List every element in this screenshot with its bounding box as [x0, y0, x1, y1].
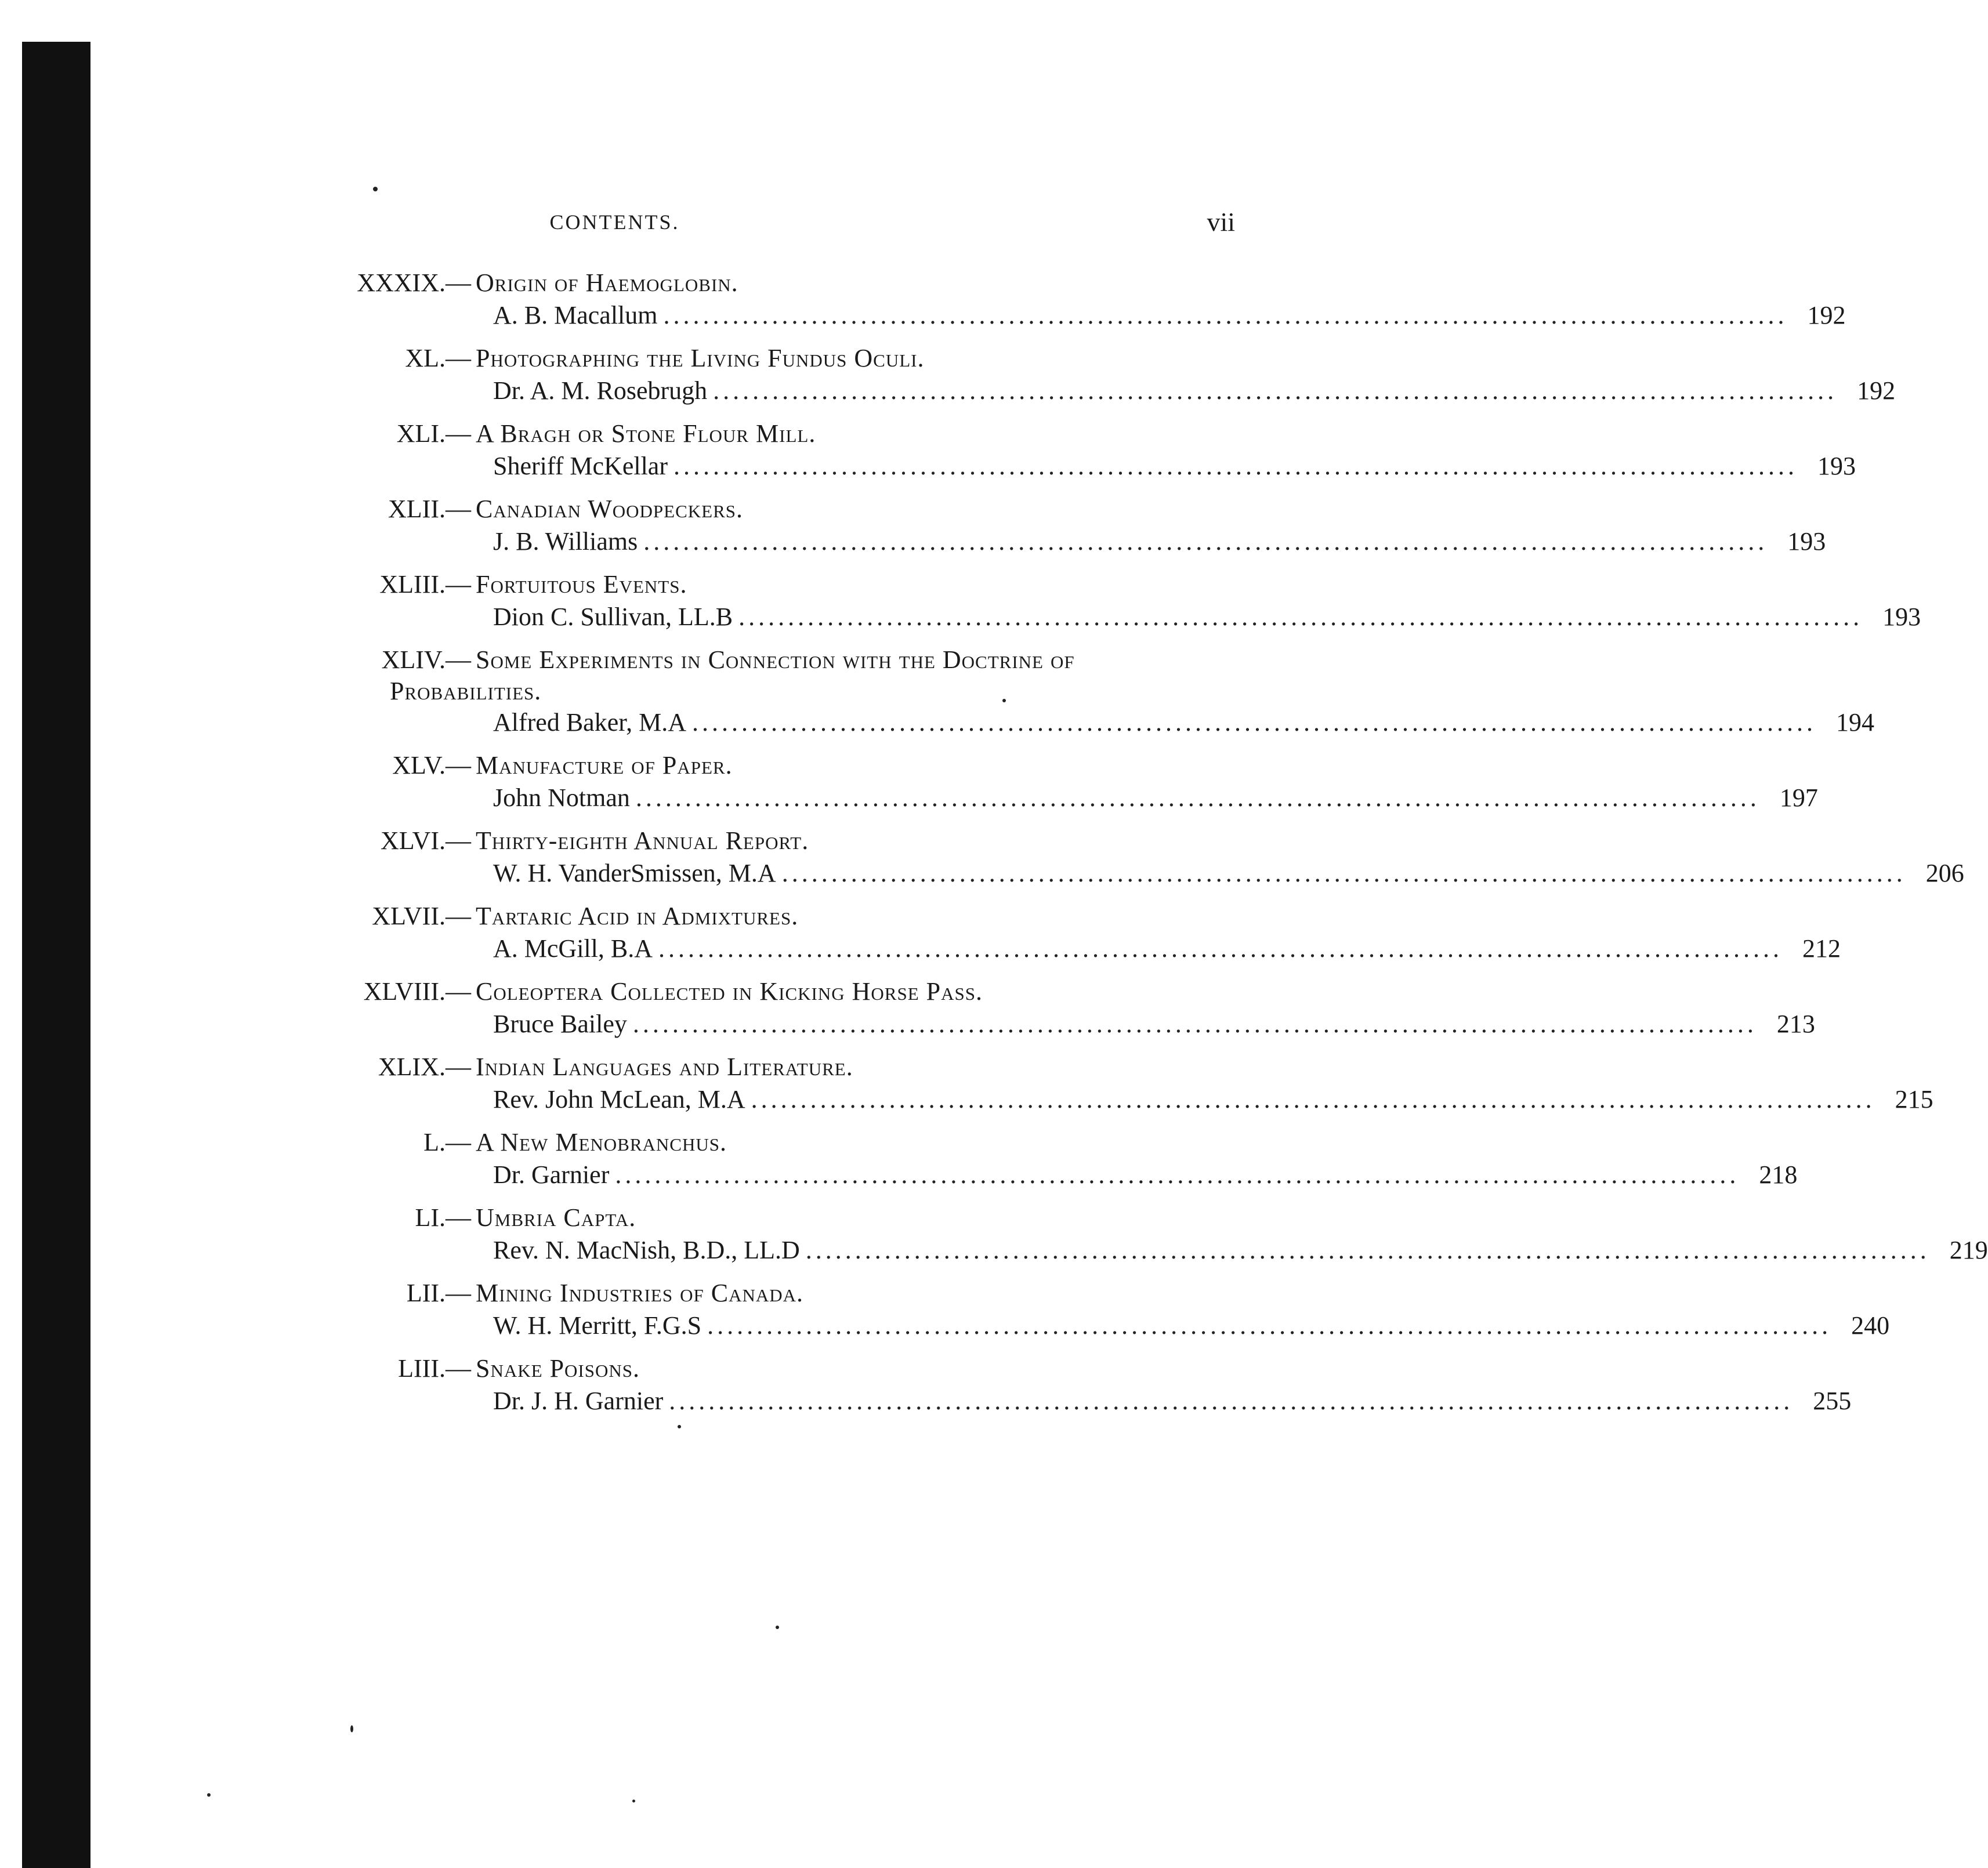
entry-author-line: [151, 525, 1826, 558]
entry-author-line: [151, 1083, 1933, 1116]
entry-author: Dr. J. H. Garnier: [493, 1387, 664, 1415]
contents-entry: [151, 342, 1896, 407]
entry-title-line: [151, 1126, 1120, 1159]
entry-numeral: XL.—: [405, 344, 471, 372]
entry-numeral: LI.—: [415, 1203, 471, 1232]
entry-author: W. H. Merritt, F.G.S: [493, 1311, 702, 1340]
entry-title-line: [151, 975, 1120, 1008]
ink-speck: [207, 1793, 211, 1797]
dot-leader: ..................................................................................................................: [707, 1311, 1832, 1340]
contents-entry: [151, 568, 1921, 633]
entry-title: Mining Industries of Canada.: [476, 1279, 804, 1307]
entry-numeral: XXXIX.—: [357, 269, 471, 297]
entry-title-line: [151, 267, 1120, 299]
dot-leader: ..................................................................................................................: [713, 376, 1838, 405]
entry-page-number: 194: [1836, 708, 1875, 737]
entry-title: Origin of Haemoglobin.: [476, 269, 738, 297]
entry-author: A. McGill, B.A: [493, 934, 653, 963]
entry-author: Dr. Garnier: [493, 1160, 610, 1189]
entry-title-line: [151, 825, 1120, 857]
entry-numeral: LII.—: [406, 1279, 471, 1307]
entry-page-number: 192: [1807, 301, 1846, 329]
dot-leader: ..................................................................................................................: [781, 859, 1906, 887]
contents-entry: [151, 644, 1875, 739]
entry-title-line: [151, 1202, 1120, 1234]
dot-leader: ..................................................................................................................: [751, 1085, 1875, 1113]
entry-title-line: [151, 1051, 1120, 1083]
entry-title-line: [151, 342, 1120, 375]
entry-title-line: [151, 644, 1120, 676]
contents-entry: [151, 1126, 1798, 1191]
entry-title: Canadian Woodpeckers.: [476, 495, 743, 523]
dot-leader: ..................................................................................................................: [673, 452, 1798, 480]
entry-author-line: [151, 1385, 1852, 1417]
entry-author: Dr. A. M. Rosebrugh: [493, 376, 708, 405]
entry-page-number: 197: [1779, 784, 1818, 812]
dot-leader: ..................................................................................................................: [658, 934, 1783, 963]
entry-title: Some Experiments in Connection with the Doctrine of: [476, 645, 1075, 674]
entry-title: Coleoptera Collected in Kicking Horse Pass.: [476, 977, 983, 1006]
entry-author-line: [151, 375, 1896, 407]
entry-author: Alfred Baker, M.A: [493, 708, 687, 737]
contents-entry: [151, 1202, 1988, 1267]
contents-entry: [151, 1352, 1852, 1417]
entry-author-line: [151, 1008, 1815, 1040]
contents-entry: [151, 825, 1964, 890]
entry-numeral: XLVIII.—: [363, 977, 471, 1006]
entry-numeral: XLIII.—: [379, 570, 471, 599]
contents-entry: [151, 493, 1826, 558]
running-head: CONTENTS.: [549, 211, 680, 234]
entry-page-number: 215: [1895, 1085, 1933, 1113]
entry-page-number: 193: [1882, 603, 1921, 631]
entry-author-line: [151, 857, 1964, 890]
entry-author: J. B. Williams: [493, 527, 638, 556]
binding-edge: [22, 42, 90, 1868]
entry-title: Photographing the Living Fundus Oculi.: [476, 344, 925, 372]
entry-title: Thirty-eighth Annual Report.: [476, 826, 809, 855]
ink-speck: [776, 1626, 779, 1629]
entry-title-line: [151, 1352, 1120, 1385]
entry-numeral: XLV.—: [392, 751, 471, 779]
ink-speck: [350, 1725, 353, 1732]
entry-author-line: [151, 450, 1856, 483]
dot-leader: ..................................................................................................................: [669, 1387, 1794, 1415]
entry-author: A. B. Macallum: [493, 301, 658, 329]
page-folio: vii: [1207, 207, 1235, 237]
entry-page-number: 193: [1817, 452, 1856, 480]
contents-entry: [151, 267, 1846, 332]
dot-leader: ..................................................................................................................: [632, 1010, 1757, 1038]
entry-page-number: 240: [1851, 1311, 1890, 1340]
contents-list: [151, 267, 1988, 1428]
entry-numeral: XLVI.—: [380, 826, 471, 855]
contents-entry: [151, 1277, 1890, 1342]
entry-title: Manufacture of Paper.: [476, 751, 733, 779]
entry-page-number: 218: [1759, 1160, 1798, 1189]
contents-entry: [151, 975, 1815, 1040]
entry-title-line: [151, 900, 1120, 933]
dot-leader: ..................................................................................................................: [692, 708, 1817, 737]
dot-leader: ..................................................................................................................: [663, 301, 1788, 329]
dot-leader: ..................................................................................................................: [738, 603, 1863, 631]
entry-page-number: 193: [1787, 527, 1826, 556]
entry-page-number: 206: [1925, 859, 1964, 887]
entry-author: Rev. John McLean, M.A: [493, 1085, 745, 1113]
ink-speck: [373, 187, 378, 191]
entry-title: Indian Languages and Literature.: [476, 1053, 853, 1081]
entry-numeral: L.—: [423, 1128, 471, 1156]
entry-title-line: [151, 1277, 1120, 1310]
entry-title-continuation: Probabilities.: [390, 677, 542, 705]
entry-numeral: XLI.—: [396, 419, 471, 448]
dot-leader: ..................................................................................................................: [615, 1160, 1740, 1189]
contents-entry: [151, 900, 1841, 965]
entry-numeral: XLII.—: [388, 495, 471, 523]
entry-title-line: [151, 568, 1120, 601]
entry-title: Tartaric Acid in Admixtures.: [476, 902, 799, 930]
entry-author: Bruce Bailey: [493, 1010, 627, 1038]
entry-author: John Notman: [493, 784, 630, 812]
entry-author: Dion C. Sullivan, LL.B: [493, 603, 733, 631]
entry-author-line: [151, 299, 1846, 332]
entry-author-line: [151, 782, 1818, 814]
entry-title: A New Menobranchus.: [476, 1128, 727, 1156]
entry-title-line: [151, 418, 1120, 450]
contents-entry: [151, 418, 1856, 483]
entry-numeral: XLVII.—: [372, 902, 471, 930]
contents-entry: [151, 1051, 1933, 1116]
entry-author-line: [151, 601, 1921, 633]
ink-speck: [632, 1800, 635, 1802]
entry-title: Fortuitous Events.: [476, 570, 687, 599]
entry-title: Umbria Capta.: [476, 1203, 636, 1232]
entry-author-line: [151, 933, 1841, 965]
entry-author-line: [151, 1234, 1988, 1267]
entry-author: Rev. N. MacNish, B.D., LL.D: [493, 1236, 800, 1264]
entry-title-line: [151, 749, 1120, 782]
contents-entry: [151, 749, 1818, 814]
dot-leader: ..................................................................................................................: [805, 1236, 1930, 1264]
entry-page-number: 192: [1857, 376, 1896, 405]
entry-author: Sheriff McKellar: [493, 452, 668, 480]
entry-author-line: [151, 1159, 1798, 1191]
entry-author-line: [151, 1310, 1890, 1342]
entry-title: A Bragh or Stone Flour Mill.: [476, 419, 816, 448]
entry-page-number: 213: [1776, 1010, 1815, 1038]
entry-title-line: [151, 493, 1120, 525]
entry-page-number: 219: [1949, 1236, 1988, 1264]
dot-leader: ..................................................................................................................: [643, 527, 1768, 556]
entry-numeral: XLIV.—: [381, 645, 471, 674]
page-header: [110, 207, 1235, 245]
entry-author-line: [151, 706, 1875, 739]
entry-author: W. H. VanderSmissen, M.A: [493, 859, 776, 887]
entry-title: Snake Poisons.: [476, 1354, 640, 1383]
entry-numeral: XLIX.—: [378, 1053, 471, 1081]
entry-page-number: 255: [1813, 1387, 1852, 1415]
entry-numeral: LIII.—: [398, 1354, 471, 1383]
entry-page-number: 212: [1802, 934, 1841, 963]
dot-leader: ..................................................................................................................: [635, 784, 1760, 812]
